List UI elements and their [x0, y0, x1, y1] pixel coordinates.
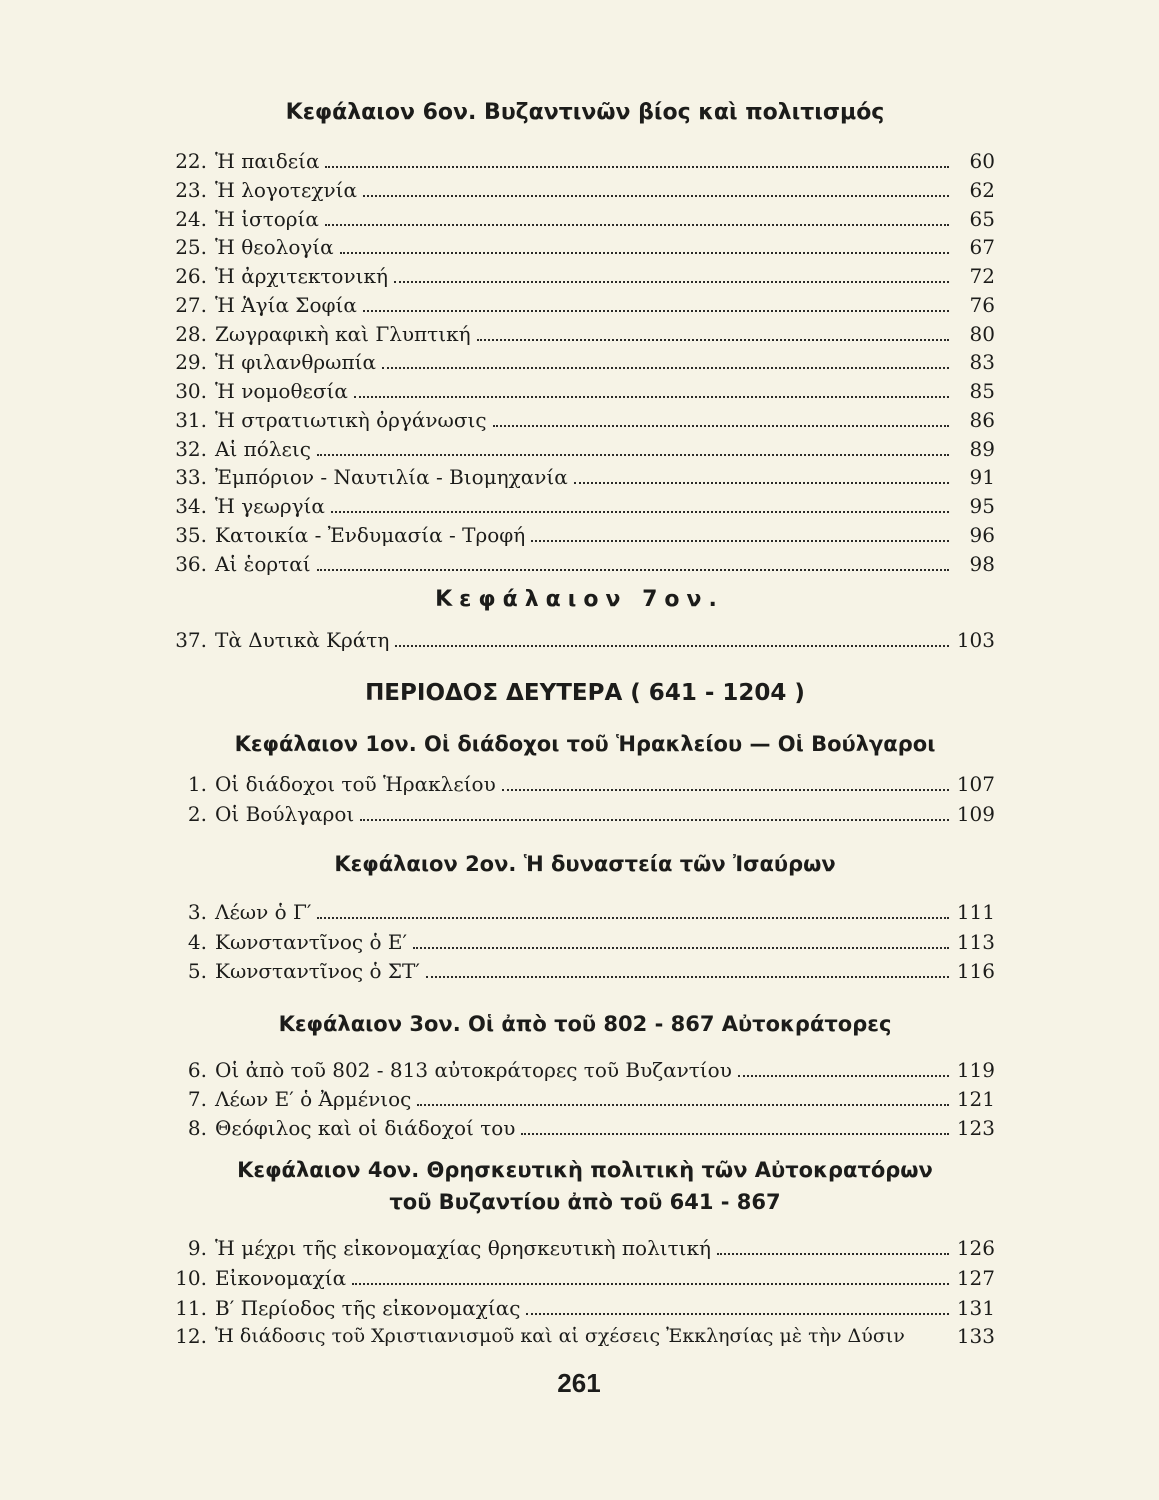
entry-title: Λέων Ε′ ὁ Ἀρμένιος [215, 1087, 412, 1111]
entry-number: 12. [175, 1324, 207, 1348]
leader-dots [360, 819, 949, 821]
entry-page: 86 [969, 408, 995, 432]
leader-dots [394, 281, 949, 283]
toc-entry [165, 287, 995, 317]
entry-page: 89 [969, 437, 995, 461]
p2-chapter4-heading: Κεφάλαιον 4ον. Θρησκευτικὴ πολιτικὴ τῶν Αὐτοκρατόρων [237, 1158, 933, 1182]
entry-page: 109 [956, 802, 995, 826]
entry-number: 7. [187, 1087, 207, 1111]
entry-number: 29. [175, 350, 207, 374]
toc-entry [165, 229, 995, 259]
p2-chapter4-heading-cont: τοῦ Βυζαντίου ἀπὸ τοῦ 641 - 867 [389, 1190, 781, 1214]
period-heading: ΠΕΡΙΟΔΟΣ ΔΕΥΤΕΡΑ ( 641 - 1204 ) [365, 680, 805, 706]
leader-dots [531, 540, 949, 542]
entry-page: 116 [956, 959, 995, 983]
toc-entry [165, 373, 995, 403]
entry-title: Εἰκονομαχία [215, 1266, 347, 1290]
entry-title: Κατοικία - Ἐνδυμασία - Τροφή [215, 523, 526, 547]
leader-dots [363, 310, 949, 312]
entry-title: Β′ Περίοδος τῆς εἰκονομαχίας [215, 1296, 521, 1320]
entry-number: 32. [175, 437, 207, 461]
entry-page: 98 [969, 552, 995, 576]
toc-entry [165, 258, 995, 288]
toc-entry [165, 1260, 995, 1290]
entry-number: 36. [175, 552, 207, 576]
entry-page: 103 [956, 628, 995, 652]
entry-number: 34. [175, 494, 207, 518]
entry-page: 80 [969, 322, 995, 346]
entry-page: 67 [969, 235, 995, 259]
toc-entry [165, 1081, 995, 1111]
entry-title: Τὰ Δυτικὰ Κράτη [215, 628, 390, 652]
entry-title: Κωνσταντῖνος ὁ Ε′ [215, 930, 407, 954]
entry-page: 85 [969, 379, 995, 403]
p2-chapter1-heading: Κεφάλαιον 1ον. Οἱ διάδοχοι τοῦ Ἡρακλείου — Οἱ Βούλγαροι [234, 732, 936, 756]
toc-entry [165, 622, 995, 652]
entry-number: 23. [175, 178, 207, 202]
toc-entry [165, 344, 995, 374]
entry-number: 25. [175, 235, 207, 259]
toc-entry [165, 796, 995, 826]
entry-page: 96 [969, 523, 995, 547]
entry-title: Ἡ νομοθεσία [215, 379, 348, 403]
entry-title: Ἡ Ἁγία Σοφία [215, 293, 357, 317]
toc-entry [165, 894, 995, 924]
entry-page: 127 [956, 1266, 995, 1290]
toc-entry [165, 316, 995, 346]
toc-entry [165, 546, 995, 576]
entry-page: 72 [969, 264, 995, 288]
entry-number: 24. [175, 207, 207, 231]
entry-title: Ἡ ἀρχιτεκτονική [215, 264, 388, 288]
p2-chapter2-heading: Κεφάλαιον 2ον. Ἡ δυναστεία τῶν Ἰσαύρων [334, 852, 836, 876]
entry-number: 8. [187, 1116, 207, 1140]
entry-number: 27. [175, 293, 207, 317]
leader-dots [331, 511, 949, 513]
entry-page: 91 [969, 465, 995, 489]
toc-entry [165, 924, 995, 954]
toc-entry [165, 402, 995, 432]
leader-dots [738, 1075, 949, 1077]
leader-dots [477, 339, 949, 341]
toc-entry [165, 488, 995, 518]
entry-page: 119 [956, 1058, 995, 1082]
entry-page: 107 [956, 772, 995, 796]
entry-number: 37. [175, 628, 207, 652]
toc-entry [165, 1110, 995, 1140]
leader-dots [325, 166, 949, 168]
entry-number: 9. [187, 1236, 207, 1260]
entry-title: Λέων ὁ Γ′ [215, 900, 312, 924]
chapter7-heading: Κεφάλαιον 7ον. [435, 587, 724, 612]
entry-title: Ἡ μέχρι τῆς εἰκονομαχίας θρησκευτικὴ πολιτική [215, 1236, 712, 1260]
entry-title: Ἡ φιλανθρωπία [215, 350, 376, 374]
toc-entry [165, 172, 995, 202]
entry-page: 95 [969, 494, 995, 518]
leader-dots [354, 396, 949, 398]
entry-number: 3. [187, 900, 207, 924]
leader-dots [363, 195, 949, 197]
entry-page: 60 [969, 149, 995, 173]
leader-dots [717, 1253, 949, 1255]
leader-dots [395, 645, 949, 647]
entry-page: 131 [956, 1296, 995, 1320]
entry-number: 6. [187, 1058, 207, 1082]
entry-title: Ἐμπόριον - Ναυτιλία - Βιομηχανία [215, 465, 568, 489]
entry-number: 28. [175, 322, 207, 346]
entry-page: 113 [956, 930, 995, 954]
toc-entry [165, 517, 995, 547]
entry-number: 30. [175, 379, 207, 403]
entry-page: 126 [956, 1236, 995, 1260]
toc-entry [165, 143, 995, 173]
entry-number: 1. [187, 772, 207, 796]
toc-entry [165, 431, 995, 461]
entry-number: 4. [187, 930, 207, 954]
entry-title: Ἡ γεωργία [215, 494, 325, 518]
entry-title: Οἱ Βούλγαροι [215, 802, 355, 826]
leader-dots [526, 1313, 949, 1315]
entry-number: 22. [175, 149, 207, 173]
entry-title: Αἱ ἑορταί [215, 552, 311, 576]
entry-page: 76 [969, 293, 995, 317]
entry-number: 35. [175, 523, 207, 547]
entry-page: 123 [956, 1116, 995, 1140]
leader-dots [382, 367, 949, 369]
entry-page: 62 [969, 178, 995, 202]
chapter6-heading: Κεφάλαιον 6ον. Βυζαντινῶν βίος καὶ πολιτισμός [285, 100, 885, 125]
toc-entry [165, 953, 995, 983]
leader-dots [521, 1133, 949, 1135]
leader-dots [325, 224, 949, 226]
entry-title: Κωνσταντῖνος ὁ ΣΤ′ [215, 959, 420, 983]
leader-dots [574, 482, 949, 484]
leader-dots [317, 569, 949, 571]
entry-page: 121 [956, 1087, 995, 1111]
entry-title: Θεόφιλος καὶ οἱ διάδοχοί του [215, 1116, 516, 1140]
toc-entry [165, 1230, 995, 1260]
entry-title: Ἡ ἱστορία [215, 207, 319, 231]
entry-title: Ζωγραφικὴ καὶ Γλυπτική [215, 322, 471, 346]
entry-title: Ἡ στρατιωτικὴ ὀργάνωσις [215, 408, 487, 432]
entry-title: Ἡ λογοτεχνία [215, 178, 357, 202]
toc-entry [165, 1318, 995, 1348]
entry-title: Οἱ διάδοχοι τοῦ Ἡρακλείου [215, 772, 496, 796]
entry-number: 2. [187, 802, 207, 826]
entry-number: 31. [175, 408, 207, 432]
toc-entry [165, 459, 995, 489]
leader-dots [417, 1104, 949, 1106]
leader-dots [317, 917, 949, 919]
entry-page: 133 [956, 1324, 995, 1348]
entry-number: 11. [175, 1296, 207, 1320]
toc-entry [165, 1290, 995, 1320]
page-number: 261 [557, 1368, 601, 1398]
toc-entry [165, 201, 995, 231]
entry-number: 5. [187, 959, 207, 983]
entry-number: 10. [175, 1266, 207, 1290]
entry-title: Ἡ διάδοσις τοῦ Χριστιανισμοῦ καὶ αἱ σχέσεις Ἐκκλησίας μὲ τὴν Δύσιν [215, 1325, 905, 1347]
leader-dots [352, 1283, 949, 1285]
leader-dots [502, 789, 949, 791]
entry-title: Ἡ θεολογία [215, 235, 334, 259]
p2-chapter3-heading: Κεφάλαιον 3ον. Οἱ ἀπὸ τοῦ 802 - 867 Αὐτοκράτορες [278, 1012, 892, 1036]
entry-title: Ἡ παιδεία [215, 149, 320, 173]
entry-title: Αἱ πόλεις [215, 437, 311, 461]
entry-page: 83 [969, 350, 995, 374]
entry-title: Οἱ ἀπὸ τοῦ 802 - 813 αὐτοκράτορες τοῦ Βυζαντίου [215, 1058, 732, 1082]
leader-dots [426, 976, 949, 978]
leader-dots [340, 252, 949, 254]
entry-page: 111 [956, 900, 995, 924]
toc-entry [165, 1052, 995, 1082]
leader-dots [493, 425, 949, 427]
entry-page: 65 [969, 207, 995, 231]
leader-dots [317, 454, 949, 456]
leader-dots [413, 947, 949, 949]
entry-number: 33. [175, 465, 207, 489]
entry-number: 26. [175, 264, 207, 288]
toc-entry [165, 766, 995, 796]
